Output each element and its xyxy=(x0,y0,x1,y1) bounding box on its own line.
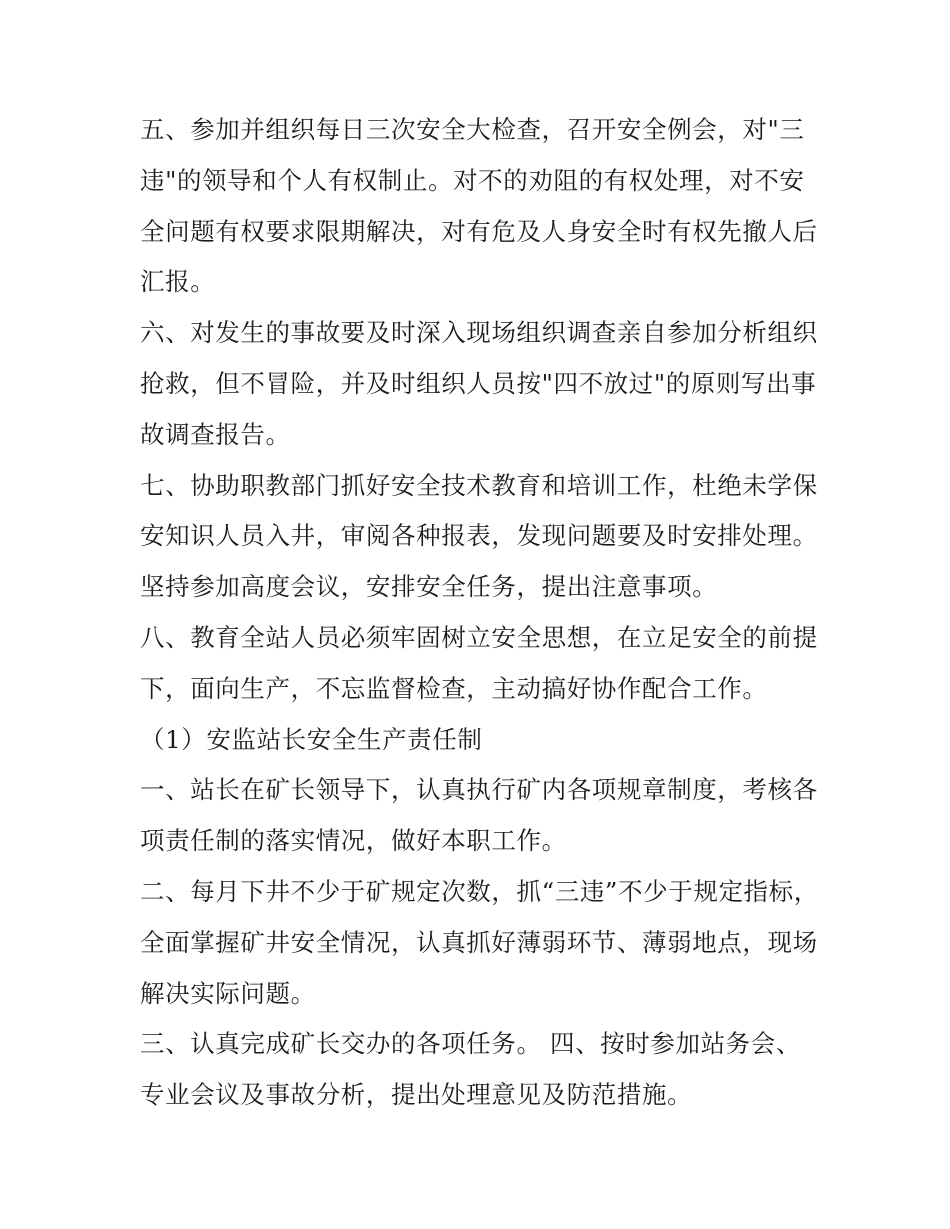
paragraph-item-5: 五、参加并组织每日三次安全大检查，召开安全例会，对"三违"的领导和个人有权制止。对不的劝阻的有权处理，对不安全问题有权要求限期解决，对有危及人身安全时有权先撤人后汇报。 xyxy=(140,115,818,297)
paragraph-item-3-4: 三、认真完成矿长交办的各项任务。 四、按时参加站务会、专业会议及事故分析，提出处理意见及防范措施。 xyxy=(140,1029,801,1110)
document-body xyxy=(140,105,820,1121)
section-heading: （1）安监站长安全生产责任制 xyxy=(140,724,483,754)
paragraph-item-6: 六、对发生的事故要及时深入现场组织调查亲自参加分析组织抢救，但不冒险，并及时组织人员按"四不放过"的原则写出事故调查报告。 xyxy=(140,318,818,449)
paragraph-item-8: 八、教育全站人员必须牢固树立安全思想，在立足安全的前提下，面向生产，不忘监督检查，主动搞好协作配合工作。 xyxy=(140,622,818,703)
paragraph-item-7: 七、协助职教部门抓好安全技术教育和培训工作，杜绝未学保安知识人员入井，审阅各种报表，发现问题要及时安排处理。坚持参加高度会议，安排安全任务，提出注意事项。 xyxy=(140,470,818,602)
paragraph-item-1: 一、站长在矿长领导下，认真执行矿内各项规章制度，考核各项责任制的落实情况，做好本职工作。 xyxy=(140,775,818,856)
paragraph-item-2: 二、每月下井不少于矿规定次数，抓“三违”不少于规定指标，全面掌握矿井安全情况，认真抓好薄弱环节、薄弱地点，现场解决实际问题。 xyxy=(140,876,819,1008)
